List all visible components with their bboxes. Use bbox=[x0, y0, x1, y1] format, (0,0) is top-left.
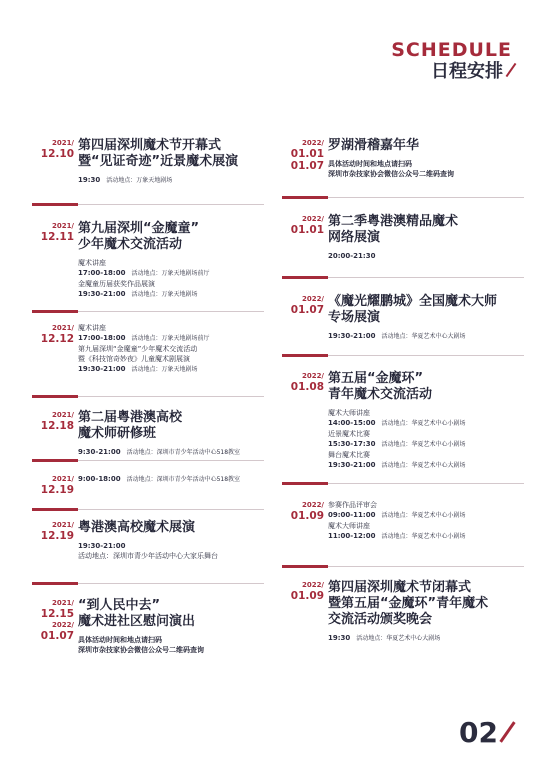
event-detail: 魔术大师讲座 bbox=[328, 522, 370, 530]
divider bbox=[282, 355, 524, 356]
event-time-row bbox=[328, 251, 524, 261]
event-detail: 具体活动时间和地点请扫码 bbox=[78, 636, 162, 644]
date-day: 12.19 bbox=[40, 484, 74, 496]
event-time: 14:00-15:00 bbox=[328, 419, 376, 427]
date-day: 12.15 bbox=[40, 608, 74, 620]
event-body bbox=[328, 371, 524, 471]
event-time-row bbox=[328, 331, 524, 342]
divider bbox=[32, 396, 264, 397]
event-time: 20:00-21:30 bbox=[328, 252, 376, 260]
event-body bbox=[328, 500, 524, 542]
page-header bbox=[391, 40, 512, 83]
event-location: 活动地点：华夏艺术中心大剧场 bbox=[381, 333, 466, 340]
event-title: “到人民中去” bbox=[78, 598, 161, 613]
event-time-row bbox=[328, 531, 524, 542]
event-title: 第五届“金魔环” bbox=[328, 371, 424, 386]
event-title: 《魔光耀鹏城》全国魔术大师 bbox=[328, 294, 498, 309]
date-day: 12.19 bbox=[40, 530, 74, 542]
divider-accent bbox=[32, 508, 78, 511]
event-location: 活动地点：华夏艺术中心小剧场 bbox=[381, 420, 466, 427]
event-time: 19:30 bbox=[328, 634, 351, 642]
date-year: 2022/ bbox=[301, 581, 324, 589]
date-day: 01.01 bbox=[290, 148, 324, 160]
event-detail: 舞台魔术比赛 bbox=[328, 451, 370, 459]
date-year: 2021/ bbox=[51, 139, 74, 147]
date-year: 2021/ bbox=[51, 222, 74, 230]
event-body bbox=[328, 294, 524, 342]
slash-mark-icon bbox=[506, 63, 517, 77]
event-time-row bbox=[328, 633, 524, 644]
event-time-row bbox=[328, 460, 524, 471]
divider-accent bbox=[32, 310, 78, 313]
date-year: 2021/ bbox=[51, 599, 74, 607]
event-date bbox=[32, 323, 74, 345]
event-time-row bbox=[78, 333, 264, 344]
event-date bbox=[32, 598, 74, 642]
event-title: 暨第五届“金魔环”青年魔术 bbox=[328, 596, 489, 611]
event-time: 19:30 bbox=[78, 176, 101, 184]
event-time: 17:00-18:00 bbox=[78, 269, 126, 277]
event-title: 暨“见证奇迹”近景魔术展演 bbox=[78, 154, 239, 169]
event-detail: 深圳市杂技家协会微信公众号二维码查询 bbox=[78, 646, 204, 654]
event-location: 活动地点：深圳市青少年活动中心518教室 bbox=[126, 476, 241, 483]
event-time-row bbox=[328, 510, 524, 521]
date-year: 2021/ bbox=[51, 475, 74, 483]
date-year: 2021/ bbox=[51, 521, 74, 529]
event-body bbox=[78, 520, 264, 561]
event-location: 活动地点：万象天地剧场前厅 bbox=[131, 335, 210, 342]
date-day: 01.08 bbox=[290, 381, 324, 393]
event-date bbox=[282, 214, 324, 236]
event-time: 17:00-18:00 bbox=[78, 334, 126, 342]
date-year: 2022/ bbox=[301, 215, 324, 223]
event-time-row bbox=[78, 175, 264, 186]
divider bbox=[32, 204, 264, 205]
event-location: 活动地点：深圳市青少年活动中心518教室 bbox=[126, 449, 241, 456]
event-time-row bbox=[328, 418, 524, 429]
event-detail: 第九届深圳“金魔童”少年魔术交流活动 bbox=[78, 345, 198, 353]
event-title: 第二届粤港澳高校 bbox=[78, 410, 183, 425]
event-location: 活动地点：万象天地剧场 bbox=[106, 177, 173, 184]
event-detail: 魔术大师讲座 bbox=[328, 409, 370, 417]
event-title: 青年魔术交流活动 bbox=[328, 387, 433, 402]
event-title: 罗湖滑稽嘉年华 bbox=[328, 138, 420, 153]
date-day: 01.07 bbox=[40, 630, 74, 642]
event-location: 活动地点：万象天地剧场前厅 bbox=[131, 270, 210, 277]
event-title: 交流活动颁奖晚会 bbox=[328, 612, 433, 627]
date-day: 01.09 bbox=[290, 590, 324, 602]
divider-accent bbox=[32, 395, 78, 398]
header-english-title: SCHEDULE bbox=[391, 39, 512, 61]
event-time: 09:00-11:00 bbox=[328, 511, 376, 519]
event-title: 网络展演 bbox=[328, 230, 381, 245]
event-location: 活动地点：华夏艺术中心大剧场 bbox=[381, 462, 466, 469]
date-day: 01.07 bbox=[290, 304, 324, 316]
event-time-row bbox=[78, 364, 264, 375]
date-day: 12.18 bbox=[40, 420, 74, 432]
divider-accent bbox=[282, 482, 328, 485]
event-title: 魔术师研修班 bbox=[78, 426, 157, 441]
divider bbox=[282, 566, 524, 567]
event-body bbox=[328, 138, 524, 179]
event-body bbox=[328, 214, 524, 261]
event-detail: 魔术讲座 bbox=[78, 324, 106, 332]
event-location: 活动地点：万象天地剧场 bbox=[131, 291, 198, 298]
date-day: 01.09 bbox=[290, 510, 324, 522]
event-time: 19:30-21:00 bbox=[78, 290, 126, 298]
divider bbox=[282, 483, 524, 484]
date-year: 2022/ bbox=[51, 621, 74, 629]
divider bbox=[32, 460, 264, 461]
event-time: 19:30-21:00 bbox=[78, 365, 126, 373]
event-date bbox=[282, 371, 324, 393]
event-detail: 暨《科技馆奇妙夜》儿童魔术剧展演 bbox=[78, 355, 190, 363]
date-year: 2021/ bbox=[51, 411, 74, 419]
event-location: 活动地点：华夏艺术中心小剧场 bbox=[381, 441, 466, 448]
event-date bbox=[32, 410, 74, 432]
divider-accent bbox=[32, 203, 78, 206]
event-time-row bbox=[328, 439, 524, 450]
event-location: 活动地点：华夏艺术中心大剧场 bbox=[356, 635, 441, 642]
event-title: 第二季粤港澳精品魔术 bbox=[328, 214, 459, 229]
event-location: 活动地点：万象天地剧场 bbox=[131, 366, 198, 373]
event-time-row bbox=[78, 289, 264, 300]
divider bbox=[282, 197, 524, 198]
event-date bbox=[32, 520, 74, 542]
event-body bbox=[78, 598, 264, 655]
event-time: 19:30-21:00 bbox=[78, 542, 126, 550]
event-title: 专场展演 bbox=[328, 310, 381, 325]
date-day: 12.11 bbox=[40, 231, 74, 243]
event-title: 第九届深圳“金魔童” bbox=[78, 221, 200, 236]
event-date bbox=[282, 294, 324, 316]
event-detail: 参赛作品评审会 bbox=[328, 501, 377, 509]
divider bbox=[32, 583, 264, 584]
divider-accent bbox=[282, 276, 328, 279]
header-chinese-title: 日程安排 bbox=[431, 61, 503, 82]
event-time-row bbox=[78, 268, 264, 279]
event-body bbox=[78, 138, 264, 186]
event-time-row bbox=[78, 474, 264, 485]
event-location: 活动地点：华夏艺术中心小剧场 bbox=[381, 512, 466, 519]
event-detail: 具体活动时间和地点请扫码 bbox=[328, 160, 412, 168]
event-detail: 深圳市杂技家协会微信公众号二维码查询 bbox=[328, 170, 454, 178]
event-time: 9:30-21:00 bbox=[78, 448, 121, 456]
event-title: 第四届深圳魔术节开幕式 bbox=[78, 138, 222, 153]
event-date bbox=[282, 138, 324, 172]
page-number: 02 bbox=[459, 716, 509, 749]
event-title: 第四届深圳魔术节闭幕式 bbox=[328, 580, 472, 595]
divider-accent bbox=[32, 459, 78, 462]
event-title: 少年魔术交流活动 bbox=[78, 237, 183, 252]
event-title: 魔术进社区慰问演出 bbox=[78, 614, 196, 629]
event-time-row bbox=[78, 447, 264, 458]
event-body bbox=[78, 474, 264, 485]
divider-accent bbox=[32, 582, 78, 585]
event-date bbox=[32, 221, 74, 243]
date-year: 2022/ bbox=[301, 501, 324, 509]
slash-mark-icon bbox=[499, 721, 515, 742]
event-body bbox=[328, 580, 524, 644]
divider bbox=[282, 277, 524, 278]
event-date bbox=[282, 580, 324, 602]
event-body bbox=[78, 410, 264, 458]
divider-accent bbox=[282, 565, 328, 568]
divider bbox=[32, 509, 264, 510]
event-title: 粤港澳高校魔术展演 bbox=[78, 520, 196, 535]
date-year: 2022/ bbox=[301, 372, 324, 380]
date-day: 01.07 bbox=[290, 160, 324, 172]
date-year: 2022/ bbox=[301, 295, 324, 303]
event-detail: 近景魔术比赛 bbox=[328, 430, 370, 438]
event-date bbox=[282, 500, 324, 522]
event-time: 19:30-21:00 bbox=[328, 461, 376, 469]
event-time: 19:30-21:00 bbox=[328, 332, 376, 340]
date-day: 12.12 bbox=[40, 333, 74, 345]
date-day: 12.10 bbox=[40, 148, 74, 160]
divider-accent bbox=[282, 196, 328, 199]
event-detail: 活动地点：深圳市青少年活动中心大家乐舞台 bbox=[78, 552, 218, 560]
divider bbox=[32, 311, 264, 312]
event-date bbox=[32, 138, 74, 160]
event-time: 11:00-12:00 bbox=[328, 532, 376, 540]
event-body bbox=[78, 323, 264, 375]
event-time: 15:30-17:30 bbox=[328, 440, 376, 448]
event-detail: 魔术讲座 bbox=[78, 259, 106, 267]
event-date bbox=[32, 474, 74, 496]
event-time: 9:00-18:00 bbox=[78, 475, 121, 483]
event-time-row bbox=[78, 541, 264, 551]
event-detail: 金魔童历届获奖作品展演 bbox=[78, 280, 155, 288]
date-year: 2021/ bbox=[51, 324, 74, 332]
event-location: 活动地点：华夏艺术中心小剧场 bbox=[381, 533, 466, 540]
date-year: 2022/ bbox=[301, 139, 324, 147]
event-body bbox=[78, 221, 264, 300]
date-day: 01.01 bbox=[290, 224, 324, 236]
divider-accent bbox=[282, 354, 328, 357]
